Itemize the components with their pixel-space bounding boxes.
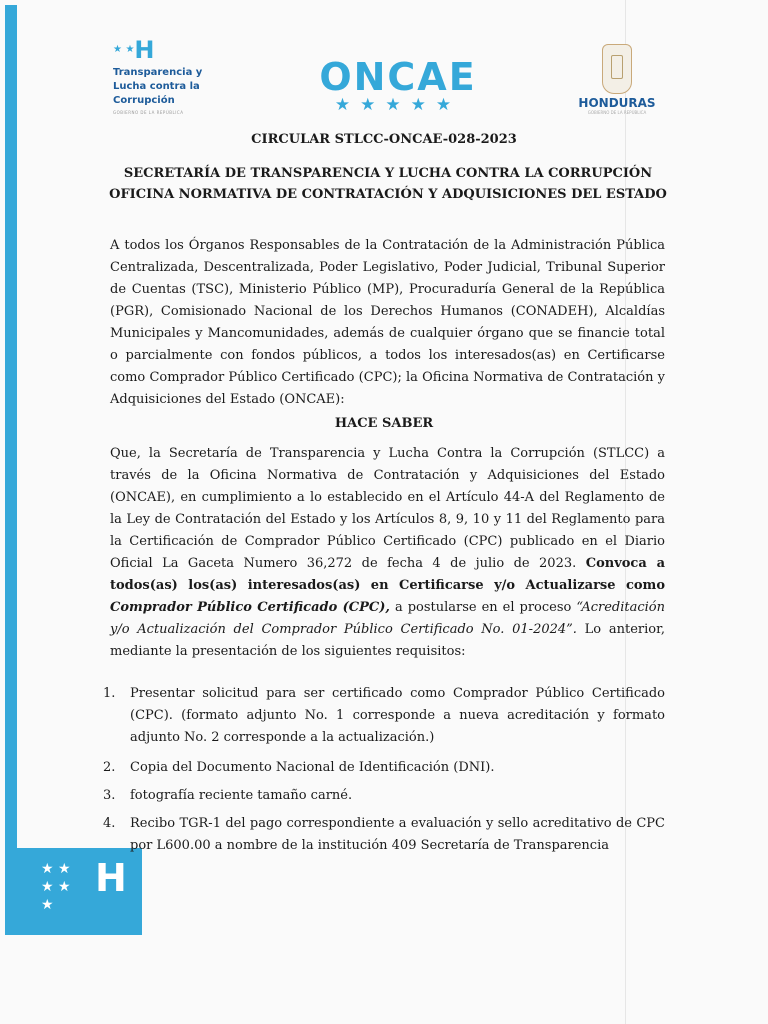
coat-of-arms-icon <box>602 44 632 94</box>
logo-left-subtext: GOBIERNO DE LA REPÚBLICA <box>113 110 184 115</box>
circular-number: CIRCULAR STLCC-ONCAE-028-2023 <box>251 132 517 147</box>
list-item <box>103 683 665 749</box>
logo-left-line-3: Corrupción <box>113 95 175 106</box>
h-mark-icon: ★ ★H <box>113 36 155 64</box>
logo-left-line-2: Lucha contra la <box>113 81 200 92</box>
body-cpc: Comprador Público Certificado (CPC), <box>110 600 390 615</box>
h-letter-icon: H <box>95 856 127 900</box>
item-text: fotografía reciente tamaño carné. <box>130 788 353 803</box>
star-icons: ★ ★ ★ ★ ★ <box>41 861 71 913</box>
item-text: Presentar solicitud para ser certificado como Comprador Público Certificado (CPC). (formato adjunto No. 1 corresponde a nueva acreditación y formato adjunto No. 2 corresponde a la actualización.) <box>130 686 665 745</box>
body-text-1: Que, la Secretaría de Transparencia y Lucha Contra la Corrupción (STLCC) a través de la Oficina Normativa de Contratación y Adquisiciones del Estado (ONCAE), en cumplimiento a lo establecido en el Artículo 44-A del Reglamento de la Ley de Contratación del Estado y los Artículos 8, 9, 10 y 11 del Reglamento para la Certificación de Comprador Público Certificado (CPC) publicado en el Diario Oficial La Gaceta Numero 36,272 de fecha 4 de julio de 2023. <box>110 446 665 571</box>
honduras-subtext: GOBIERNO DE LA REPÚBLICA <box>587 110 647 115</box>
body-process-name: “Acreditación y/o Actualización del Comprador Público Certificado No. 01-2024”. <box>110 600 665 637</box>
stlcc-logo <box>113 38 223 115</box>
oncae-stars-icon: ★★★★★ <box>334 95 462 115</box>
document-title: SECRETARÍA DE TRANSPARENCIA Y LUCHA CONTRA LA CORRUPCIÓN OFICINA NORMATIVA DE CONTRATACIÓN Y ADQUISICIONES DEL ESTADO <box>109 166 667 202</box>
honduras-logo <box>572 44 662 115</box>
honduras-name: HONDURAS <box>578 96 656 110</box>
item-number: 2. <box>103 760 116 775</box>
list-item <box>103 813 665 857</box>
item-text: Recibo TGR-1 del pago correspondiente a evaluación y sello acreditativo de CPC por L600.00 a nombre de la institución 409 Secretaría de Transparencia <box>130 816 665 853</box>
body-paragraph <box>110 443 665 663</box>
intro-paragraph: A todos los Órganos Responsables de la Contratación de la Administración Pública Centralizada, Descentralizada, Poder Legislativo, Poder Judicial, Tribunal Superior de Cuentas (TSC), Ministerio Público (MP), Procuraduría General de la República (PGR), Comisionado Nacional de los Derechos Humanos (CONADEH), Alcaldías Municipales y Mancomunidades, además de cualquier órgano que se financie total o parcialmente con fondos públicos, a todos los interesados(as) en Certificarse como Comprador Público Certificado (CPC); la Oficina Normativa de Contratación y Adquisiciones del Estado (ONCAE): <box>110 238 665 407</box>
body-text-3: Lo anterior, mediante la presentación de los siguientes requisitos: <box>110 622 666 659</box>
item-number: 3. <box>103 788 116 803</box>
item-number: 1. <box>103 686 116 701</box>
list-item <box>103 785 665 807</box>
requirements-list <box>103 683 665 857</box>
item-text: Copia del Documento Nacional de Identificación (DNI). <box>130 760 495 775</box>
item-number: 4. <box>103 816 116 831</box>
oncae-wordmark: ONCAE <box>319 55 477 99</box>
body-text-2: a postularse en el proceso <box>394 600 572 615</box>
oncae-logo <box>313 57 483 115</box>
body-convoca: Convoca a todos(as) los(as) interesados(as) en Certificarse y/o Actualizarse como <box>110 556 666 593</box>
logo-left-line-1: Transparencia y <box>113 67 203 78</box>
list-item <box>103 757 665 779</box>
hace-saber-heading: HACE SABER <box>334 416 434 431</box>
footer-h-logo <box>5 848 142 935</box>
